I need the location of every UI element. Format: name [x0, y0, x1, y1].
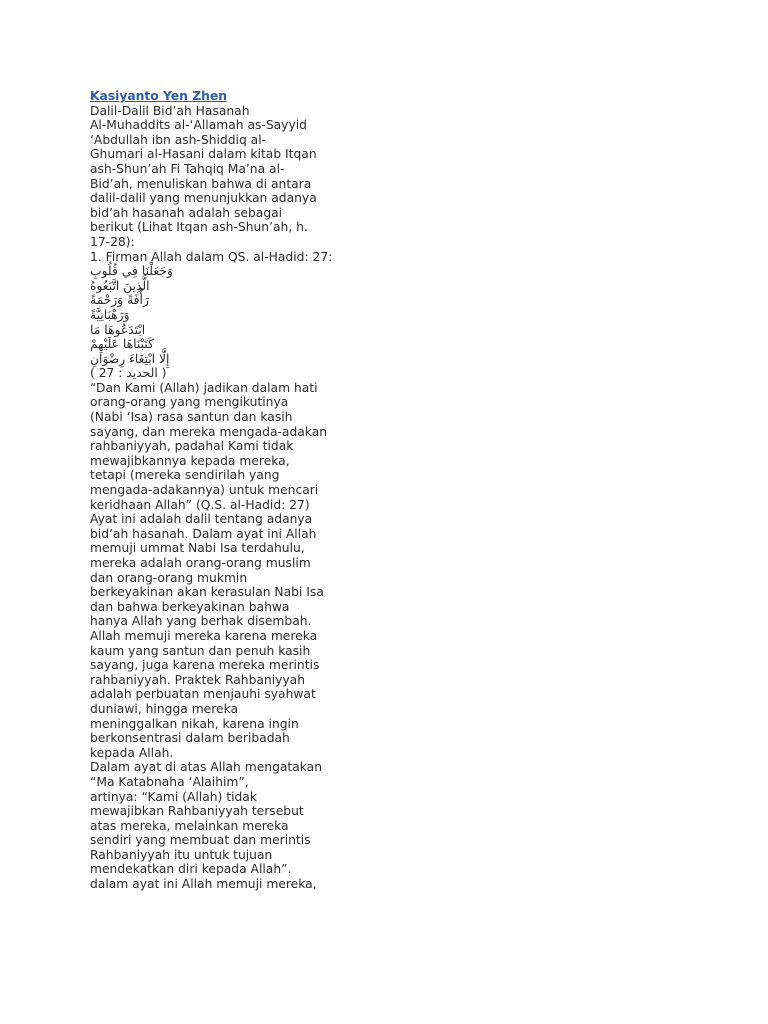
arabic-line: كَتَبْنَاهَا عَلَيْهِمْ [90, 337, 154, 352]
body-text [90, 381, 352, 892]
text-line: mendekatkan diri kepada Allah”. [90, 862, 292, 877]
text-line: kaum yang santun dan penuh kasih [90, 643, 311, 658]
text-line: Al-Muhaddits al-‘Allamah as-Sayyid [90, 118, 307, 133]
arabic-line: إِلَّا ابْتِغَاءَ رِضْوَانِ [90, 351, 170, 366]
text-line: Ghumari al-Hasani dalam kitab Itqan [90, 147, 317, 162]
text-line: bid’ah hasanah. Dalam ayat ini Allah [90, 526, 317, 541]
text-line: rahbaniyyah. Praktek Rahbaniyyah [90, 672, 306, 687]
text-line: meninggalkan nikah, karena ingin [90, 716, 299, 731]
text-line: (Nabi ‘Isa) rasa santun dan kasih [90, 410, 293, 425]
text-line: Dalil-Dalil Bid’ah Hasanah [90, 103, 250, 118]
text-line: berkonsentrasi dalam beribadah [90, 731, 290, 746]
text-line: dan orang-orang mukmin [90, 570, 248, 585]
text-line: keridhaan Allah” (Q.S. al-Hadid: 27) [90, 497, 310, 512]
arabic-line: ابْتَدَعُوهَا مَا [90, 322, 146, 337]
text-line: duniawi, hingga mereka [90, 701, 239, 716]
text-line: atas mereka, melainkan mereka [90, 818, 289, 833]
text-line: dalil-dalil yang menunjukkan adanya [90, 191, 317, 206]
intro-text [90, 104, 352, 265]
text-line: Allah memuji mereka karena mereka [90, 628, 318, 643]
text-line: mereka adalah orang-orang muslim [90, 556, 311, 570]
text-line: mengada-adakannya) untuk mencari [90, 483, 319, 498]
text-line: artinya: “Kami (Allah) tidak [90, 789, 257, 804]
text-line: berikut (Lihat Itqan ash-Shun’ah, h. [90, 220, 308, 235]
text-line: sendiri yang membuat dan merintis [90, 833, 311, 848]
text-line: sayang, juga karena mereka merintis [90, 658, 320, 673]
text-line: memuji ummat Nabi Isa terdahulu, [90, 541, 305, 556]
text-line: rahbaniyyah, padahal Kami tidak [90, 439, 294, 454]
arabic-line: وَجَعَلْنَا فِي قُلُوبِ [90, 264, 173, 279]
arabic-line: ( الحديد : 27 ) [90, 366, 167, 381]
text-line: adalah perbuatan menjauhi syahwat [90, 687, 316, 702]
text-line: bid’ah hasanah adalah sebagai [90, 205, 283, 220]
text-line: ash-Shun’ah Fi Tahqiq Ma’na al- [90, 161, 285, 176]
text-line: Ayat ini adalah dalil tentang adanya [90, 512, 313, 527]
text-line: orang-orang yang mengikutinya [90, 395, 289, 410]
text-line: mewajibkan Rahbaniyyah tersebut [90, 804, 304, 819]
text-line: 1. Firman Allah dalam QS. al-Hadid: 27: [90, 249, 333, 264]
text-line: Bid’ah, menuliskan bahwa di antara [90, 176, 312, 191]
author-link[interactable]: Kasiyanto Yen Zhen [90, 89, 227, 103]
text-line: mewajibkannya kepada mereka, [90, 453, 290, 468]
text-line: Dalam ayat di atas Allah mengatakan [90, 760, 323, 775]
text-line: sayang, dan mereka mengada-adakan [90, 424, 328, 439]
text-line: tetapi (mereka sendirilah yang [90, 468, 280, 483]
text-line: “Ma Katabnaha ‘Alaihim”, [90, 774, 249, 789]
text-line: dan bahwa berkeyakinan bahwa [90, 599, 290, 614]
text-line: Rahbaniyyah itu untuk tujuan [90, 847, 273, 862]
arabic-verse [90, 264, 352, 381]
text-line: berkeyakinan akan kerasulan Nabi Isa [90, 585, 324, 600]
text-line: hanya Allah yang berhak disembah. [90, 614, 312, 629]
arabic-line: وَرَهْبَانِيَّةً [90, 307, 130, 322]
document-body [90, 89, 352, 892]
arabic-line: رَأْفَةً وَرَحْمَةً [90, 293, 149, 308]
text-line: ‘Abdullah ibn ash-Shiddiq al- [90, 132, 267, 147]
text-line: kepada Allah. [90, 745, 174, 760]
text-line: dalam ayat ini Allah memuji mereka, [90, 877, 317, 892]
text-line: “Dan Kami (Allah) jadikan dalam hati [90, 380, 318, 395]
text-line: 17-28): [90, 234, 135, 249]
arabic-line: الَّذِينَ اتَّبَعُوهُ [90, 278, 150, 293]
